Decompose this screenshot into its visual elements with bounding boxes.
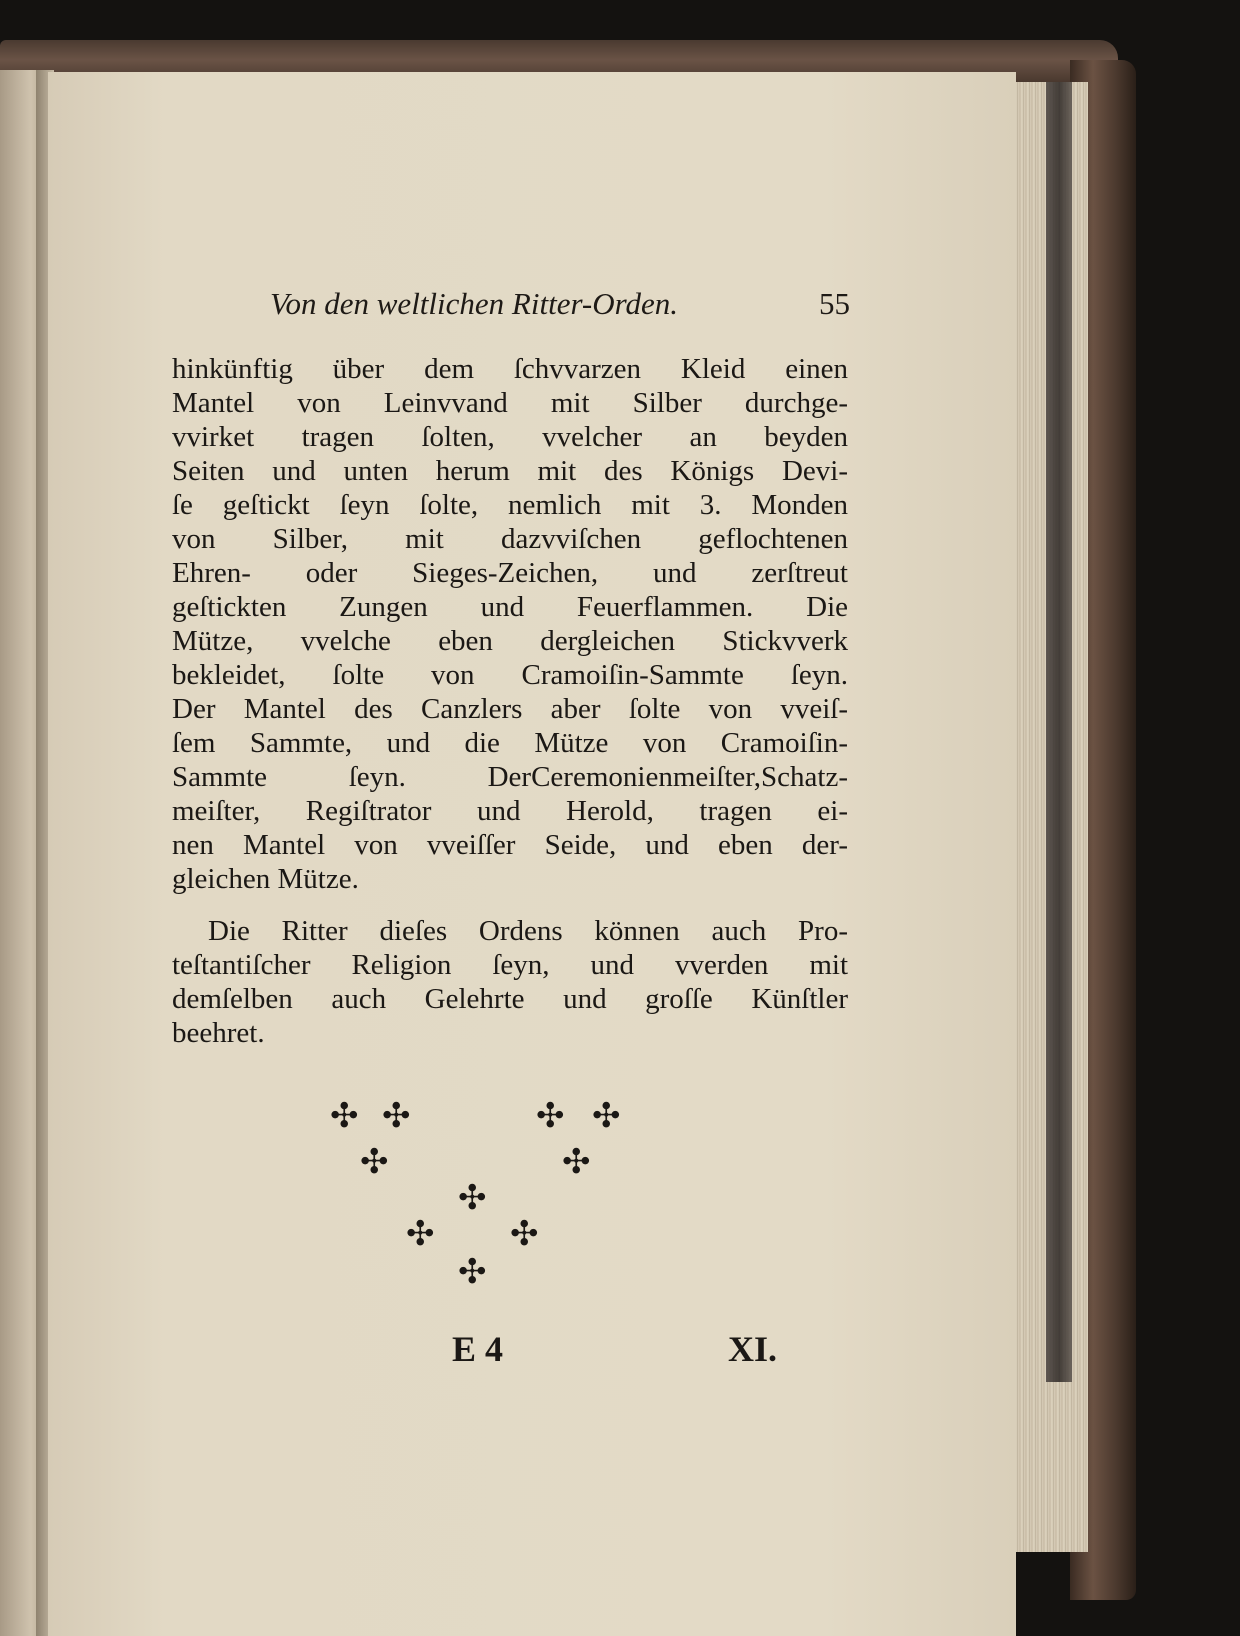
ornament-star-icon: ✣ [510, 1216, 539, 1253]
text-line: geſtickten Zungen und Feuerflammen. Die [172, 591, 848, 623]
ornament-star-icon: ✣ [458, 1180, 487, 1217]
text-line: Ehren- oder Sieges-Zeichen, und zerſtreut [172, 557, 848, 589]
ornament-star-icon: ✣ [330, 1098, 359, 1135]
signature-mark: E 4 [452, 1329, 504, 1369]
text-line: vvirket tragen ſolten, vvelcher an beyden [172, 421, 848, 453]
catchword: XI. [728, 1329, 778, 1369]
page-edges [1010, 82, 1088, 1552]
running-head-title: Von den weltlichen Ritter-Orden. [270, 286, 679, 321]
text-line: von Silber, mit dazvviſchen geflochtenen [172, 523, 848, 555]
text-line: Sammte ſeyn. DerCeremonienmeiſter,Schatz- [172, 761, 848, 793]
text-line: Mantel von Leinvvand mit Silber durchge- [172, 387, 848, 419]
body-text [172, 352, 848, 1050]
ornament-star-icon: ✣ [536, 1098, 565, 1135]
text-line: Der Mantel des Canzlers aber ſolte von vveiſ- [172, 693, 848, 725]
text-line: nen Mantel von vveiſſer Seide, und eben der- [172, 829, 848, 861]
ornament-star-icon: ✣ [382, 1098, 411, 1135]
text-line: teſtantiſcher Religion ſeyn, und vverden mit [172, 949, 848, 981]
paragraph-2 [172, 914, 848, 1050]
asterism-ornament-icon [330, 1100, 670, 1320]
running-head [160, 286, 860, 336]
text-line: meiſter, Regiſtrator und Herold, tragen ei- [172, 795, 848, 827]
ornament-star-icon: ✣ [406, 1216, 435, 1253]
text-line: bekleidet, ſolte von Cramoiſin-Sammte ſeyn. [172, 659, 848, 691]
paragraph-1 [172, 352, 848, 896]
ornament-star-icon: ✣ [562, 1144, 591, 1181]
text-line: ſe geſtickt ſeyn ſolte, nemlich mit 3. Monden [172, 489, 848, 521]
text-line: hinkünftig über dem ſchvvarzen Kleid einen [172, 353, 848, 385]
text-line: demſelben auch Gelehrte und groſſe Künſtler [172, 983, 848, 1015]
ornament-star-icon: ✣ [592, 1098, 621, 1135]
page-number: 55 [819, 286, 850, 321]
text-line: Mütze, vvelche eben dergleichen Stickvverk [172, 625, 848, 657]
text-line: Die Ritter dieſes Ordens können auch Pro- [208, 915, 848, 947]
ornament-star-icon: ✣ [360, 1144, 389, 1181]
text-line: Seiten und unten herum mit des Königs Devi- [172, 455, 848, 487]
text-line: gleichen Mütze. [172, 863, 359, 895]
ornament-star-icon: ✣ [458, 1254, 487, 1291]
text-line: beehret. [172, 1017, 265, 1049]
text-line: ſem Sammte, und die Mütze von Cramoiſin- [172, 727, 848, 759]
page-edge-shadow [1046, 82, 1072, 1382]
